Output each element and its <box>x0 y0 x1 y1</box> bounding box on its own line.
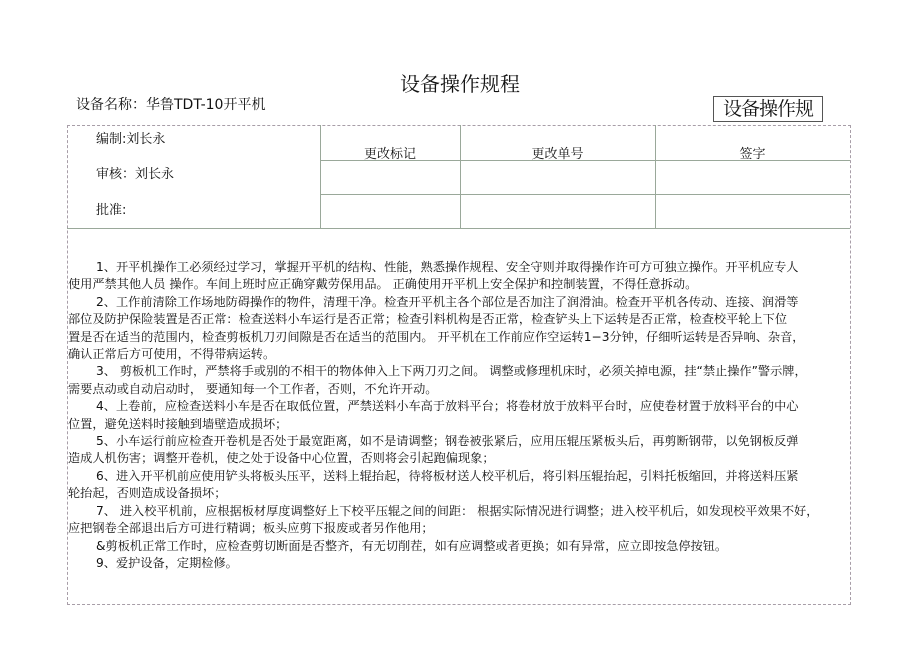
procedure-line: 轮抬起，否则造成设备损坏； <box>68 486 227 501</box>
device-name: 设备名称：华鲁TDT-10开平机 <box>76 97 266 113</box>
table-divider <box>67 228 850 229</box>
procedure-line: 9、爱护设备，定期检修。 <box>96 555 238 570</box>
stamp-box: 设备操作规 <box>713 96 823 122</box>
compiled-by: 编制:刘长永 <box>96 132 166 147</box>
procedure-line: 确认正常后方可使用，不得带病运转。 <box>68 347 276 362</box>
procedure-line: 部位及防护保险装置是否正常：检查送料小车运行是否正常；检查引料机构是否正常，检查铲头上下运转是否正常，检查校平轮上下位 <box>68 312 788 327</box>
procedure-text <box>68 259 818 572</box>
header-change-number: 更改单号 <box>531 147 584 162</box>
procedure-line: 5、小车运行前应检查开卷机是否处于最宽距离，如不是请调整；钢卷被张紧后，应用压辊压紧板头后，再剪断钢带，以免钢板反弹 <box>96 434 799 449</box>
table-divider <box>320 194 850 195</box>
procedure-line: 6、进入开平机前应使用铲头将板头压平，送料上辊抬起，待将板材送人校平机后，将引料压辊抬起，引料托板缩回，并将送料压紧 <box>96 468 799 483</box>
procedure-line: 2、工作前清除工作场地防碍操作的物件，清理干净。检查开平机主各个部位是否加注了润滑油。检查开平机各传动、连接、润滑等 <box>96 294 799 309</box>
procedure-line: 7、 进入校平机前，应根据板材厚度调整好上下校平压辊之间的间距： 根据实际情况进行调整；进入校平机后，如发现校平效果不好， <box>96 503 819 518</box>
procedure-line: 3、 剪板机工作时，严禁将手或别的不相干的物体伸入上下两刀刃之间。 调整或修理机床时，必须关掉电源，挂“禁止操作”警示牌， <box>96 364 807 379</box>
page-title: 设备操作规程 <box>400 72 520 96</box>
approved-by: 批准: <box>96 203 127 218</box>
table-divider <box>655 125 656 228</box>
reviewed-by: 审核：刘长永 <box>96 167 175 182</box>
procedure-line: 使用严禁其他人员 操作。车间上班时应正确穿戴劳保用品。 正确使用开平机上安全保护和控制装置，不得任意拆动。 <box>68 277 698 292</box>
procedure-line: 4、上卷前，应检查送料小车是否在取低位置，严禁送料小车高于放料平台；将卷材放于放料平台时，应使卷材置于放料平台的中心 <box>96 399 799 414</box>
table-divider <box>320 125 321 228</box>
header-change-mark: 更改标记 <box>363 147 416 162</box>
procedure-line: 造成人机伤害；调整开卷机，使之处于设备中心位置，否则将会引起跑偏现象； <box>68 451 495 466</box>
procedure-line: 应把钢卷全部退出后方可进行精调；板头应剪下报废或者另作他用； <box>68 521 434 536</box>
table-divider <box>460 125 461 228</box>
procedure-line: 位置，避免送料时接触到墙壁造成损坏； <box>68 416 288 431</box>
procedure-line: 需要点动或自动启动时， 要通知每一个工作者，否则，不允许开动。 <box>68 381 438 396</box>
procedure-line: 1、开平机操作工必须经过学习，掌握开平机的结构、性能，熟悉操作规程、安全守则并取得操作许可方可独立操作。开平机应专人 <box>96 260 799 274</box>
header-signature: 签字 <box>739 147 766 162</box>
procedure-line: 置是否在适当的范围内，检查剪板机刀刃间隙是否在适当的范围内。 开平机在工作前应作空运转1−3分钟，仔细听运转是否异响、杂音， <box>68 329 805 344</box>
procedure-line: &剪板机正常工作时，应检查剪切断面是否整齐，有无切削茬，如有应调整或者更换；如有异常，应立即按急停按钮。 <box>96 538 728 553</box>
